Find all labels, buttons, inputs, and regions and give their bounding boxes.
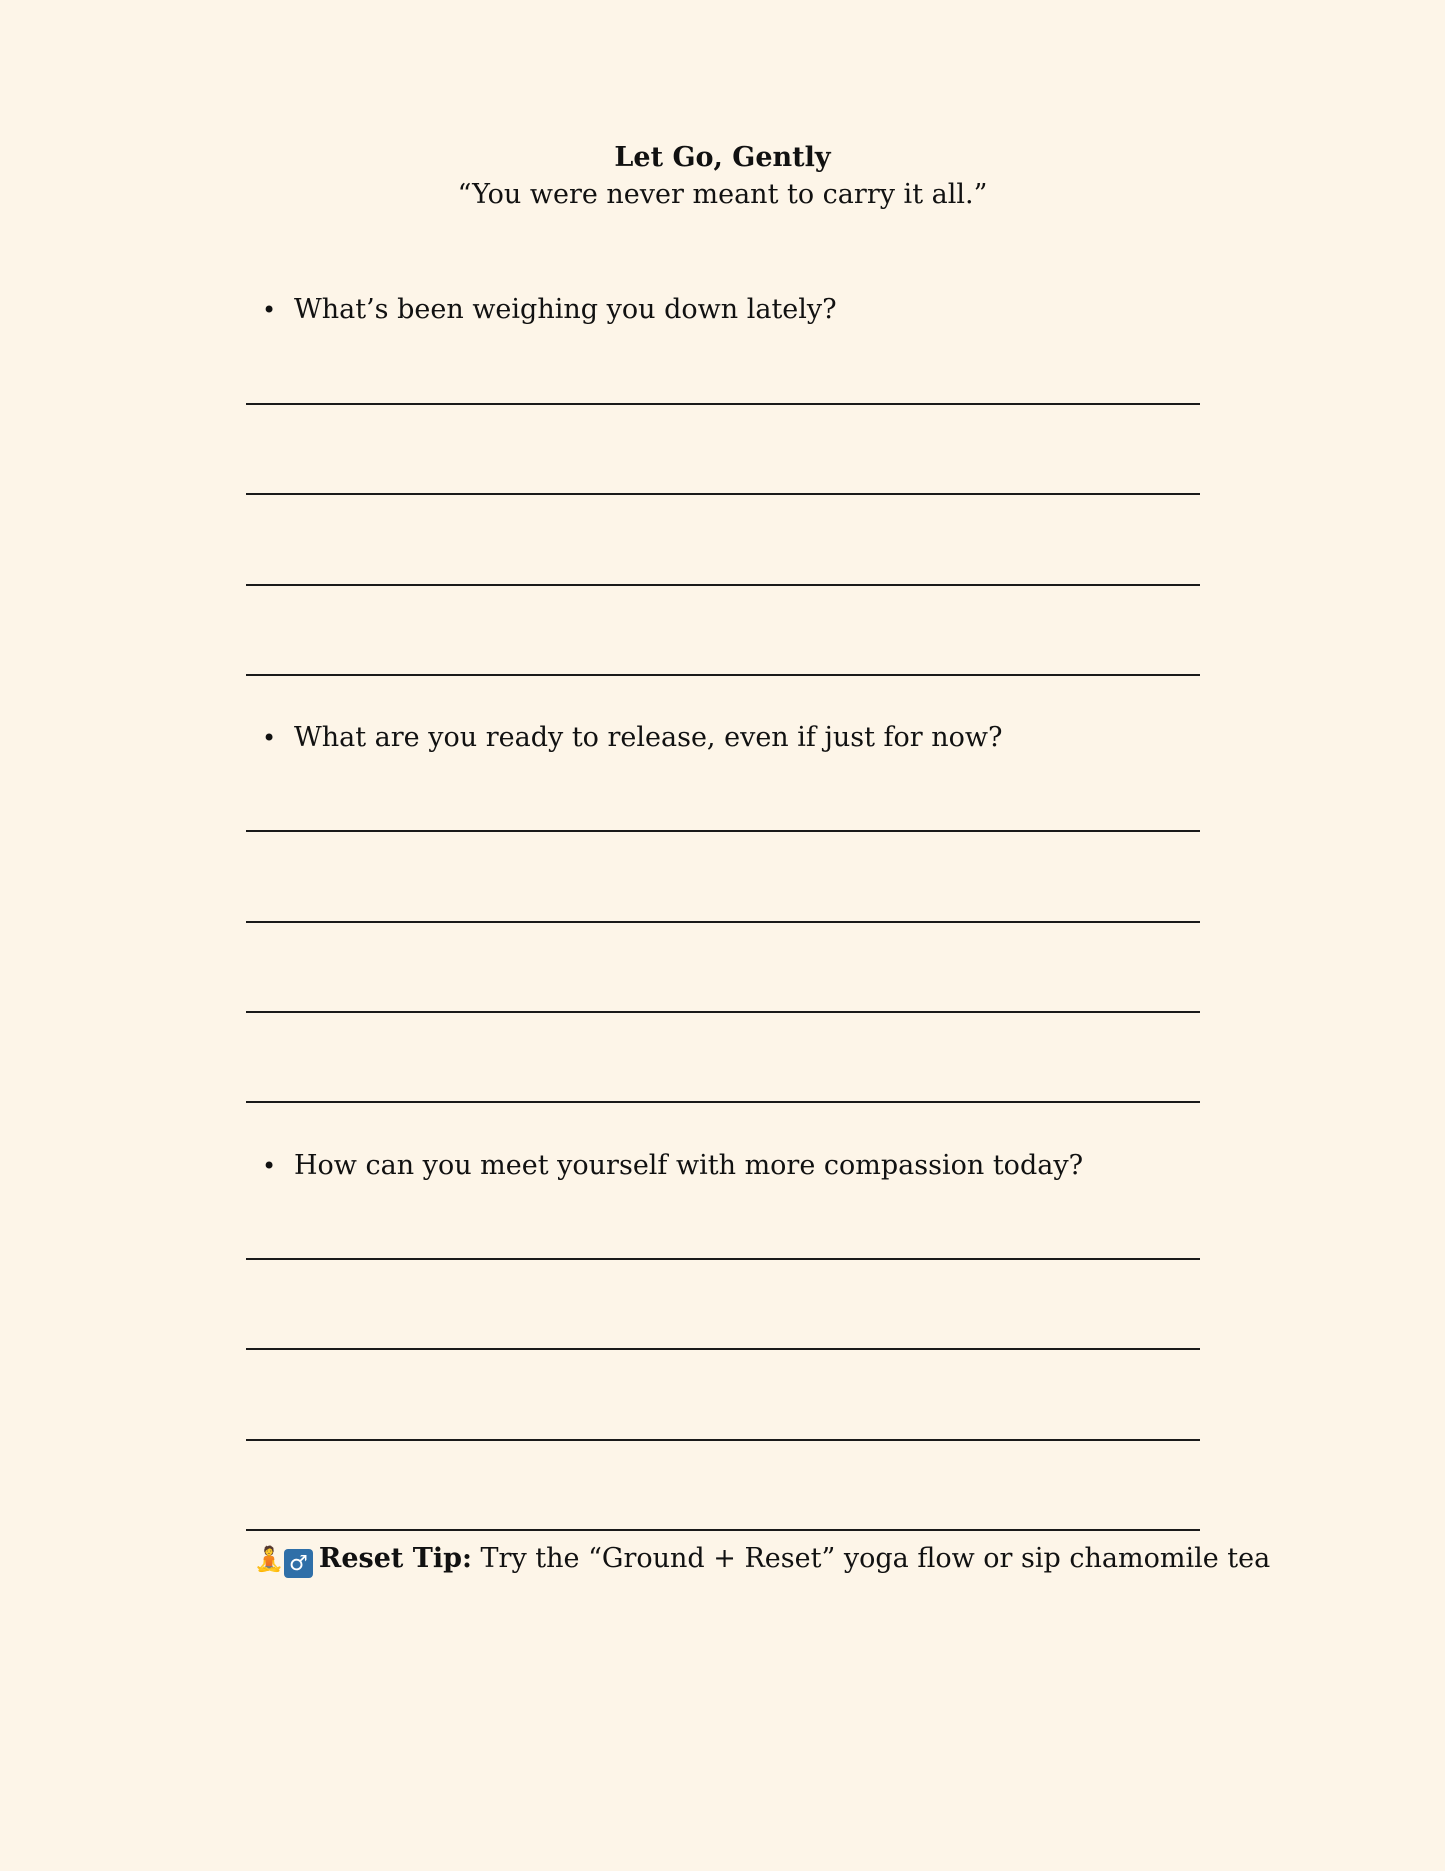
header (0, 140, 1445, 214)
writing-line[interactable] (246, 674, 1200, 676)
writing-line[interactable] (246, 1529, 1200, 1531)
page-title: Let Go, Gently (614, 142, 831, 173)
question-3 (262, 1148, 1083, 1184)
writing-line[interactable] (246, 921, 1200, 923)
reset-tip-text: Try the “Ground + Reset” yoga flow or sip chamomile tea (471, 1543, 1271, 1574)
question-text: What are you ready to release, even if just for now? (294, 722, 1003, 753)
reset-tip-label: Reset Tip: (318, 1543, 472, 1574)
page-subtitle-quote: “You were never meant to carry it all.” (457, 179, 988, 210)
writing-line[interactable] (246, 493, 1200, 495)
writing-line[interactable] (246, 1101, 1200, 1103)
bullet: • (262, 724, 277, 752)
bullet: • (262, 1152, 277, 1180)
question-2 (262, 720, 1003, 756)
writing-line[interactable] (246, 1439, 1200, 1441)
question-1 (262, 292, 837, 328)
question-text: What’s been weighing you down lately? (294, 294, 837, 325)
reset-tip (254, 1541, 1270, 1578)
question-text: How can you meet yourself with more compassion today? (294, 1150, 1084, 1181)
writing-line[interactable] (246, 830, 1200, 832)
bullet: • (262, 296, 277, 324)
male-sign-icon: ♂ (284, 1549, 313, 1578)
meditating-person-icon: 🧘 (254, 1545, 284, 1573)
writing-line[interactable] (246, 584, 1200, 586)
writing-line[interactable] (246, 1011, 1200, 1013)
writing-line[interactable] (246, 403, 1200, 405)
writing-line[interactable] (246, 1348, 1200, 1350)
writing-line[interactable] (246, 1258, 1200, 1260)
